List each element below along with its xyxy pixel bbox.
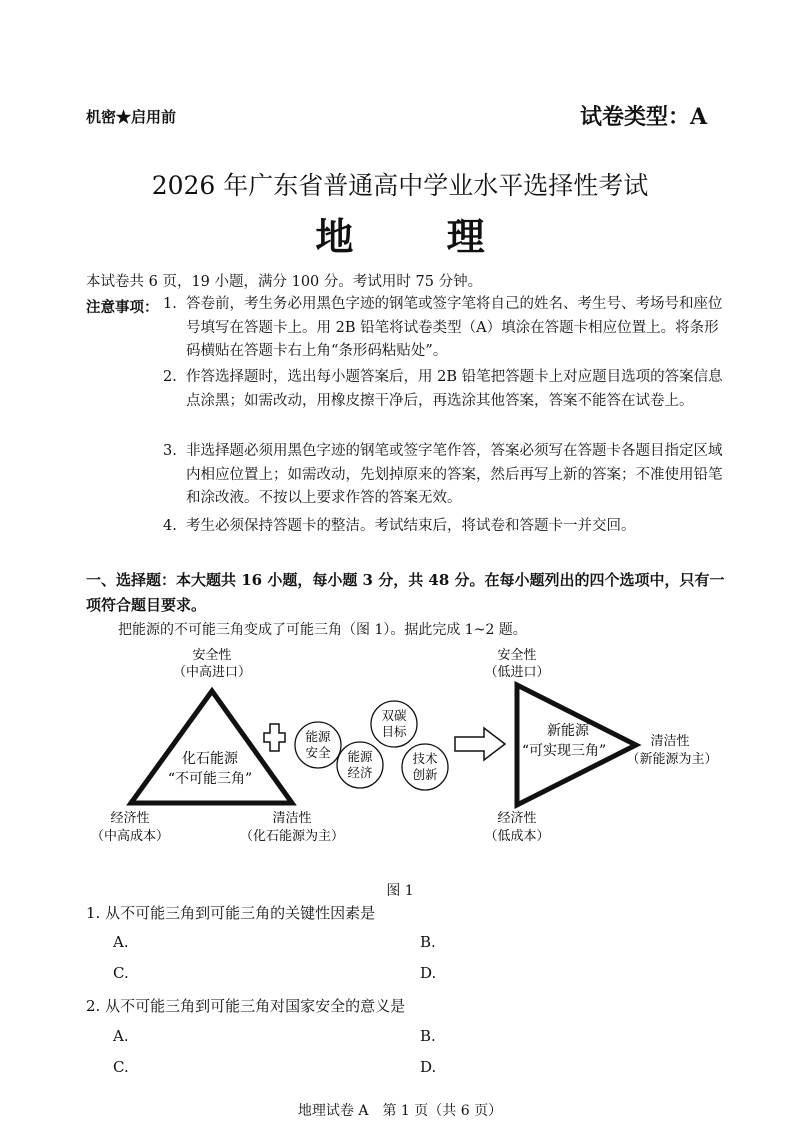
- subject-title: 地 理: [315, 214, 525, 259]
- notice-item-text: 考生必须保持答题卡的整洁。考试结束后，将试卷和答题卡一并交回。: [186, 518, 636, 534]
- notice-item-text: 非选择题必须用黑色字迹的钢笔或签字笔作答，答案必须写在答题卡各题目指定区域内相应位置上；如需改动，先划掉原来的答案，然后再写上新的答案；不准使用铅笔和涂改液。不按以上要求作答的答案无效。: [186, 443, 723, 506]
- factor-circle: [337, 742, 383, 788]
- plus-icon: [264, 724, 285, 751]
- notice-item-text: 作答选择题时，选出每小题答案后，用 2B 铅笔把答题卡上对应题目选项的答案信息点涂黑；如需改动，用橡皮擦干净后，再选涂其他答案，答案不能答在试卷上。: [186, 369, 723, 409]
- right-side-sub: （新能源为主）: [626, 752, 718, 767]
- notice-item-number: 1.: [163, 296, 177, 312]
- notice-item: [163, 366, 723, 413]
- factor-circle: [295, 722, 341, 768]
- left-br-sub: （化石能源为主）: [239, 829, 345, 844]
- option-b: B.: [420, 1027, 436, 1045]
- notice-item: [163, 440, 723, 511]
- notice-item: [163, 515, 723, 539]
- question-2: 2. 从不可能三角到可能三角对国家安全的意义是: [86, 997, 406, 1015]
- svg-text:双碳: 双碳: [381, 708, 407, 723]
- right-bottom-sub: （低成本）: [484, 829, 550, 844]
- option-d: D.: [420, 964, 437, 982]
- right-top-sub: （低进口）: [484, 665, 550, 680]
- right-bottom-label: 经济性: [497, 811, 537, 826]
- figure-caption: 图 1: [386, 883, 414, 899]
- factor-circle: [371, 701, 417, 747]
- option-a: A.: [113, 1027, 129, 1045]
- paper-type-label: 试卷类型：A: [580, 104, 708, 130]
- option-d: D.: [420, 1058, 437, 1076]
- option-c: C.: [113, 964, 129, 982]
- option-b: B.: [420, 933, 436, 951]
- right-center-line1: 新能源: [547, 723, 589, 739]
- left-center-line1: 化石能源: [182, 751, 238, 767]
- page-footer: 地理试卷 A 第 1 页（共 6 页）: [297, 1103, 503, 1119]
- svg-text:目标: 目标: [381, 724, 407, 739]
- factor-circle: [402, 744, 448, 790]
- left-bl-label: 经济性: [110, 811, 150, 826]
- option-a: A.: [113, 933, 129, 951]
- exam-intro: 本试卷共 6 页，19 小题，满分 100 分。考试用时 75 分钟。: [86, 274, 483, 290]
- right-top-label: 安全性: [497, 648, 537, 663]
- question-stem: 把能源的不可能三角变成了可能三角（图 1）。据此完成 1~2 题。: [118, 622, 527, 638]
- transform-arrow-icon: [455, 728, 505, 760]
- left-center-line2: “不可能三角”: [167, 771, 253, 787]
- energy-triangle-figure: [0, 640, 800, 870]
- notice-item-number: 3.: [163, 443, 177, 459]
- confidential-label: 机密★启用前: [86, 108, 177, 126]
- svg-text:技术: 技术: [412, 751, 438, 766]
- left-top-sub: （中高进口）: [172, 665, 252, 680]
- notice-item: [163, 293, 723, 364]
- svg-text:能源: 能源: [347, 749, 373, 764]
- svg-text:经济: 经济: [347, 765, 373, 780]
- notice-item-number: 2.: [163, 369, 177, 385]
- question-1: 1. 从不可能三角到可能三角的关键性因素是: [86, 904, 376, 922]
- left-top-label: 安全性: [192, 648, 232, 663]
- notice-item-number: 4.: [163, 518, 177, 534]
- option-c: C.: [113, 1058, 129, 1076]
- right-side-label: 清洁性: [650, 734, 690, 749]
- exam-title: 2026 年广东省普通高中学业水平选择性考试: [151, 171, 649, 200]
- left-br-label: 清洁性: [272, 811, 312, 826]
- svg-text:创新: 创新: [412, 767, 438, 782]
- notice-item-text: 答卷前，考生务必用黑色字迹的钢笔或签字笔将自己的姓名、考生号、考场号和座位号填写在答题卡上。用 2B 铅笔将试卷类型（A）填涂在答题卡相应位置上。将条形码横贴在答题卡右上角“条形码粘贴处”。: [186, 296, 723, 359]
- notice-label: 注意事项：: [86, 299, 159, 316]
- svg-text:安全: 安全: [305, 745, 331, 760]
- section-heading: 一、选择题：本大题共 16 小题，每小题 3 分，共 48 分。在每小题列出的四个选项中，只有一项符合题目要求。: [86, 571, 725, 614]
- left-bl-sub: （中高成本）: [90, 829, 170, 844]
- right-center-line2: “可实现三角”: [521, 743, 607, 759]
- svg-text:能源: 能源: [305, 729, 331, 744]
